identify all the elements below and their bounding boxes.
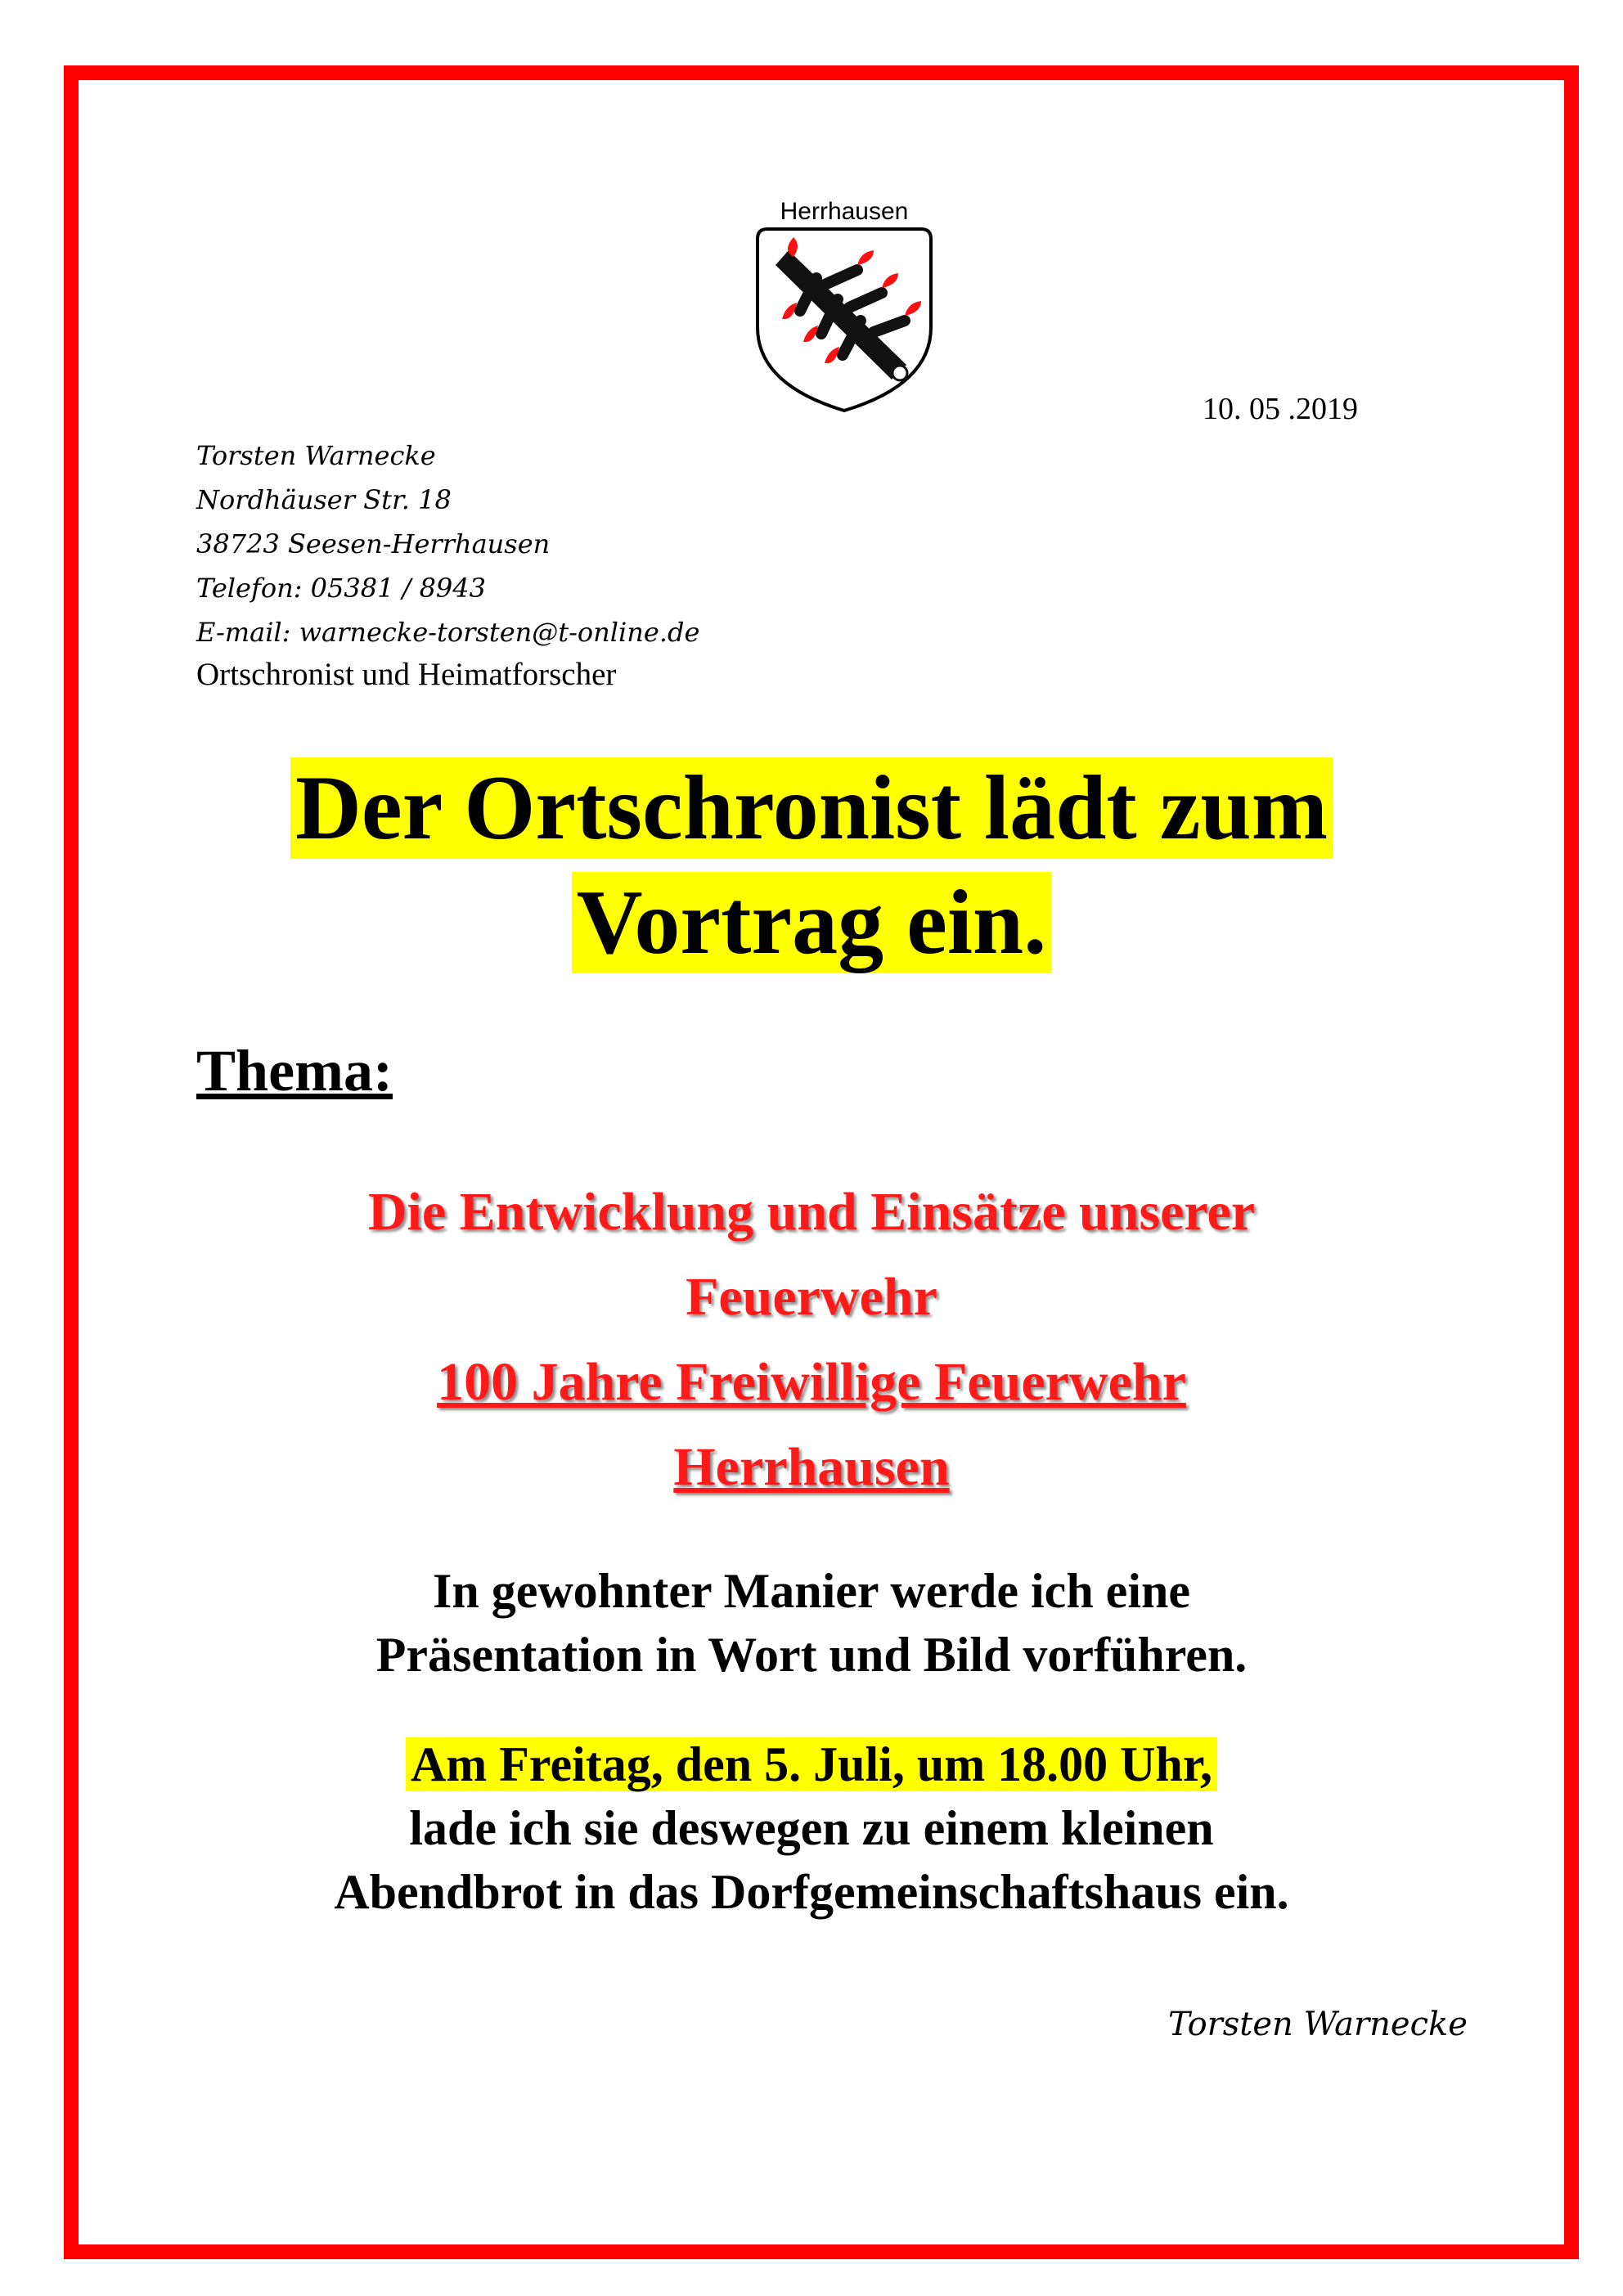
- topic-line-4: Herrhausen: [673, 1437, 950, 1497]
- sender-phone: Telefon: 05381 / 8943: [196, 573, 486, 604]
- crest-label: Herrhausen: [780, 198, 909, 225]
- intro-paragraph: [0, 1559, 1623, 1687]
- headline-line-2: Vortrag ein.: [572, 872, 1051, 973]
- sender-city: 38723 Seesen-Herrhausen: [196, 528, 551, 559]
- letter-date: 10. 05 .2019: [1203, 392, 1358, 426]
- invitation-line-3: Abendbrot in das Dorfgemeinschaftshaus ein.: [334, 1865, 1289, 1919]
- invitation-line-2: lade ich sie deswegen zu einem kleinen: [409, 1801, 1214, 1855]
- headline: [0, 751, 1623, 980]
- intro-line-1: In gewohnter Manier werde ich eine: [433, 1564, 1190, 1618]
- sender-email: E-mail: warnecke-torsten@t-online.de: [196, 617, 700, 648]
- crest: [746, 188, 942, 425]
- thema-label: Thema:: [196, 1038, 393, 1103]
- invitation-paragraph: [0, 1732, 1623, 1924]
- intro-line-2: Präsentation in Wort und Bild vorführen.: [375, 1628, 1248, 1682]
- sender-street: Nordhäuser Str. 18: [196, 484, 452, 515]
- topic-line-2: Feuerwehr: [686, 1267, 937, 1327]
- sender-role: Ortschronist und Heimatforscher: [196, 657, 617, 692]
- sender-name: Torsten Warnecke: [196, 440, 436, 471]
- headline-line-1: Der Ortschronist lädt zum: [290, 757, 1333, 859]
- topic-line-1: Die Entwicklung und Einsätze unserer: [367, 1182, 1256, 1242]
- signature: Torsten Warnecke: [1168, 2006, 1468, 2043]
- invitation-date-highlight: Am Freitag, den 5. Juli, um 18.00 Uhr,: [406, 1737, 1217, 1791]
- topic-line-3: 100 Jahre Freiwillige Feuerwehr: [437, 1352, 1186, 1412]
- sender-block: [196, 434, 699, 695]
- coat-of-arms-icon: [746, 221, 942, 417]
- topic-block: [0, 1170, 1623, 1510]
